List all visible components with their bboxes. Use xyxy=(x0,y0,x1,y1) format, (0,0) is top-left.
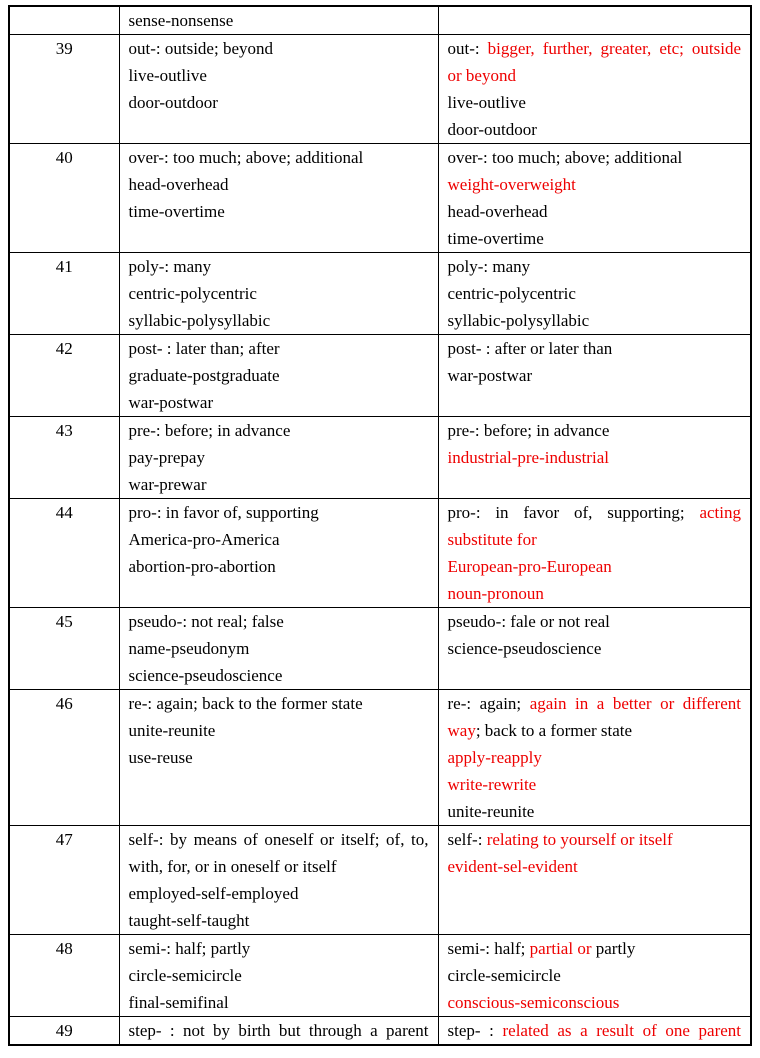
text-segment: step- : xyxy=(447,1021,503,1040)
table-row xyxy=(9,608,751,690)
row-number-cell: 40 xyxy=(9,144,119,253)
meaning-cell-left xyxy=(119,417,438,499)
text-segment: post- : after or later than xyxy=(447,339,613,358)
row-number-cell: 49 xyxy=(9,1017,119,1046)
text-segment: war-postwar xyxy=(447,366,533,385)
meaning-cell-right xyxy=(438,499,751,608)
text-segment: substitute for xyxy=(447,530,537,549)
text-line xyxy=(129,198,429,225)
text-segment: head-overhead xyxy=(128,175,229,194)
text-segment: time-overtime xyxy=(447,229,544,248)
text-line xyxy=(129,880,429,907)
text-line xyxy=(448,362,742,389)
text-segment: use-reuse xyxy=(128,748,193,767)
meaning-cell-left xyxy=(119,499,438,608)
text-line xyxy=(129,307,429,334)
text-segment: syllabic-polysyllabic xyxy=(447,311,590,330)
meaning-cell-right xyxy=(438,335,751,417)
text-segment: again in a better or different xyxy=(529,694,741,713)
row-number-cell: 42 xyxy=(9,335,119,417)
text-line xyxy=(129,35,429,62)
text-segment: poly-: many xyxy=(447,257,531,276)
text-segment: America-pro-America xyxy=(128,530,280,549)
text-segment: apply-reapply xyxy=(447,748,542,767)
text-line xyxy=(448,553,742,580)
text-segment: out-: xyxy=(447,39,488,58)
text-segment: write-rewrite xyxy=(447,775,537,794)
text-segment: ; back to a former state xyxy=(475,721,633,740)
text-line xyxy=(129,89,429,116)
text-segment: graduate-postgraduate xyxy=(128,366,280,385)
text-line xyxy=(448,35,742,62)
text-segment: over-: too much; above; additional xyxy=(128,148,364,167)
text-segment: with, for, or in oneself or itself xyxy=(128,857,337,876)
meaning-cell-left xyxy=(119,1017,438,1046)
text-segment: industrial-pre-industrial xyxy=(447,448,609,467)
text-line xyxy=(448,499,742,526)
text-line xyxy=(448,771,742,798)
table-row xyxy=(9,35,751,144)
meaning-cell-right xyxy=(438,690,751,826)
text-segment: war-postwar xyxy=(128,393,214,412)
text-segment: pre-: before; in advance xyxy=(128,421,291,440)
meaning-cell-left xyxy=(119,6,438,35)
text-segment: pro-: in favor of, supporting xyxy=(128,503,319,522)
meaning-cell-right xyxy=(438,608,751,690)
text-segment: evident-sel-evident xyxy=(447,857,578,876)
text-segment: re-: again; xyxy=(447,694,530,713)
text-line xyxy=(129,744,429,771)
row-number-cell: 44 xyxy=(9,499,119,608)
text-segment: related as a result of one parent xyxy=(502,1021,741,1040)
text-line xyxy=(448,635,742,662)
text-line xyxy=(129,171,429,198)
prefix-table-body xyxy=(9,6,751,1045)
text-segment: out-: outside; beyond xyxy=(128,39,273,58)
text-segment: pay-prepay xyxy=(128,448,205,467)
meaning-cell-left xyxy=(119,935,438,1017)
table-row xyxy=(9,935,751,1017)
text-line xyxy=(448,989,742,1016)
text-segment: centric-polycentric xyxy=(128,284,257,303)
text-line xyxy=(448,962,742,989)
text-segment: European-pro-European xyxy=(447,557,612,576)
text-line xyxy=(448,935,742,962)
text-line xyxy=(129,662,429,689)
text-segment: unite-reunite xyxy=(128,721,216,740)
meaning-cell-right xyxy=(438,6,751,35)
text-segment: over-: too much; above; additional xyxy=(447,148,683,167)
row-number-cell: 39 xyxy=(9,35,119,144)
row-number-cell xyxy=(9,6,119,35)
text-segment: noun-pronoun xyxy=(447,584,544,603)
table-row xyxy=(9,690,751,826)
table-row xyxy=(9,417,751,499)
text-segment: bigger, further, greater, etc; outside xyxy=(487,39,742,58)
text-segment: partial or xyxy=(529,939,596,958)
text-line xyxy=(129,362,429,389)
row-number-cell: 45 xyxy=(9,608,119,690)
text-segment: taught-self-taught xyxy=(128,911,250,930)
table-row xyxy=(9,6,751,35)
row-number-cell: 48 xyxy=(9,935,119,1017)
text-segment: live-outlive xyxy=(447,93,526,112)
meaning-cell-left xyxy=(119,826,438,935)
text-segment: time-overtime xyxy=(128,202,225,221)
text-line xyxy=(129,253,429,280)
text-segment: relating to yourself or itself xyxy=(486,830,673,849)
text-segment: weight-overweight xyxy=(447,175,576,194)
text-line xyxy=(129,62,429,89)
text-segment: employed-self-employed xyxy=(128,884,299,903)
text-segment: pro-: in favor of, supporting; xyxy=(447,503,700,522)
text-line xyxy=(129,471,429,498)
meaning-cell-right xyxy=(438,35,751,144)
text-line xyxy=(448,225,742,252)
table-row xyxy=(9,335,751,417)
text-line xyxy=(129,989,429,1016)
text-segment: syllabic-polysyllabic xyxy=(128,311,271,330)
text-segment: circle-semicircle xyxy=(128,966,242,985)
text-line xyxy=(129,826,429,853)
text-segment: door-outdoor xyxy=(447,120,537,139)
meaning-cell-right xyxy=(438,253,751,335)
text-segment: war-prewar xyxy=(128,475,207,494)
text-line xyxy=(448,89,742,116)
text-line xyxy=(448,826,742,853)
table-row xyxy=(9,144,751,253)
meaning-cell-left xyxy=(119,253,438,335)
text-line xyxy=(129,444,429,471)
row-number-cell: 46 xyxy=(9,690,119,826)
meaning-cell-left xyxy=(119,144,438,253)
text-line xyxy=(129,335,429,362)
text-line xyxy=(129,144,429,171)
text-line xyxy=(129,7,429,34)
text-line xyxy=(129,526,429,553)
text-line xyxy=(448,253,742,280)
text-line xyxy=(448,717,742,744)
text-segment: centric-polycentric xyxy=(447,284,576,303)
text-line xyxy=(448,198,742,225)
meaning-cell-left xyxy=(119,35,438,144)
meaning-cell-left xyxy=(119,608,438,690)
text-segment: circle-semicircle xyxy=(447,966,561,985)
meaning-cell-right xyxy=(438,1017,751,1046)
text-segment: live-outlive xyxy=(128,66,207,85)
text-line xyxy=(448,853,742,880)
text-segment: semi-: half; xyxy=(447,939,530,958)
text-segment: step- : not by birth but through a parent xyxy=(128,1021,429,1040)
text-segment: door-outdoor xyxy=(128,93,218,112)
text-line xyxy=(448,171,742,198)
text-line xyxy=(448,580,742,607)
text-segment: acting xyxy=(699,503,741,522)
text-segment: abortion-pro-abortion xyxy=(128,557,276,576)
text-line xyxy=(129,1017,429,1044)
text-segment: unite-reunite xyxy=(447,802,535,821)
text-line xyxy=(129,608,429,635)
text-line xyxy=(129,280,429,307)
row-number-cell: 41 xyxy=(9,253,119,335)
meaning-cell-right xyxy=(438,935,751,1017)
text-segment: or beyond xyxy=(447,66,516,85)
text-line xyxy=(129,853,429,880)
text-line xyxy=(448,1017,742,1044)
text-segment: post- : later than; after xyxy=(128,339,280,358)
text-line xyxy=(448,526,742,553)
text-line xyxy=(129,717,429,744)
text-line xyxy=(129,389,429,416)
text-segment: partly xyxy=(595,939,636,958)
text-line xyxy=(448,62,742,89)
meaning-cell-left xyxy=(119,335,438,417)
meaning-cell-right xyxy=(438,144,751,253)
text-segment: self-: by means of oneself or itself; of, to, xyxy=(128,830,429,849)
text-line xyxy=(448,144,742,171)
text-line xyxy=(129,635,429,662)
table-row xyxy=(9,499,751,608)
text-line xyxy=(448,417,742,444)
meaning-cell-right xyxy=(438,826,751,935)
text-line xyxy=(448,608,742,635)
text-segment: final-semifinal xyxy=(128,993,229,1012)
text-line xyxy=(129,499,429,526)
text-segment: conscious-semiconscious xyxy=(447,993,620,1012)
text-line xyxy=(129,962,429,989)
text-segment: pseudo-: not real; false xyxy=(128,612,284,631)
text-line xyxy=(129,935,429,962)
text-segment: name-pseudonym xyxy=(128,639,250,658)
meaning-cell-right xyxy=(438,417,751,499)
text-line xyxy=(448,798,742,825)
text-segment: science-pseudoscience xyxy=(447,639,602,658)
text-segment: head-overhead xyxy=(447,202,548,221)
table-row xyxy=(9,826,751,935)
text-line xyxy=(448,335,742,362)
row-number-cell: 43 xyxy=(9,417,119,499)
prefix-table xyxy=(8,5,752,1046)
text-segment: pseudo-: fale or not real xyxy=(447,612,610,631)
document-area xyxy=(8,5,752,1046)
text-segment: poly-: many xyxy=(128,257,212,276)
text-segment: way xyxy=(447,721,476,740)
text-line xyxy=(129,553,429,580)
text-line xyxy=(129,417,429,444)
text-segment: pre-: before; in advance xyxy=(447,421,610,440)
text-line xyxy=(129,690,429,717)
row-number-cell: 47 xyxy=(9,826,119,935)
text-line xyxy=(448,744,742,771)
text-line xyxy=(129,907,429,934)
text-line xyxy=(448,690,742,717)
text-segment: science-pseudoscience xyxy=(128,666,283,685)
text-segment: semi-: half; partly xyxy=(128,939,251,958)
text-segment: self-: xyxy=(447,830,487,849)
text-segment: sense-nonsense xyxy=(128,11,234,30)
table-row xyxy=(9,1017,751,1046)
text-line xyxy=(448,280,742,307)
meaning-cell-left xyxy=(119,690,438,826)
text-line xyxy=(448,116,742,143)
text-line xyxy=(448,307,742,334)
text-line xyxy=(448,444,742,471)
table-row xyxy=(9,253,751,335)
text-segment: re-: again; back to the former state xyxy=(128,694,363,713)
